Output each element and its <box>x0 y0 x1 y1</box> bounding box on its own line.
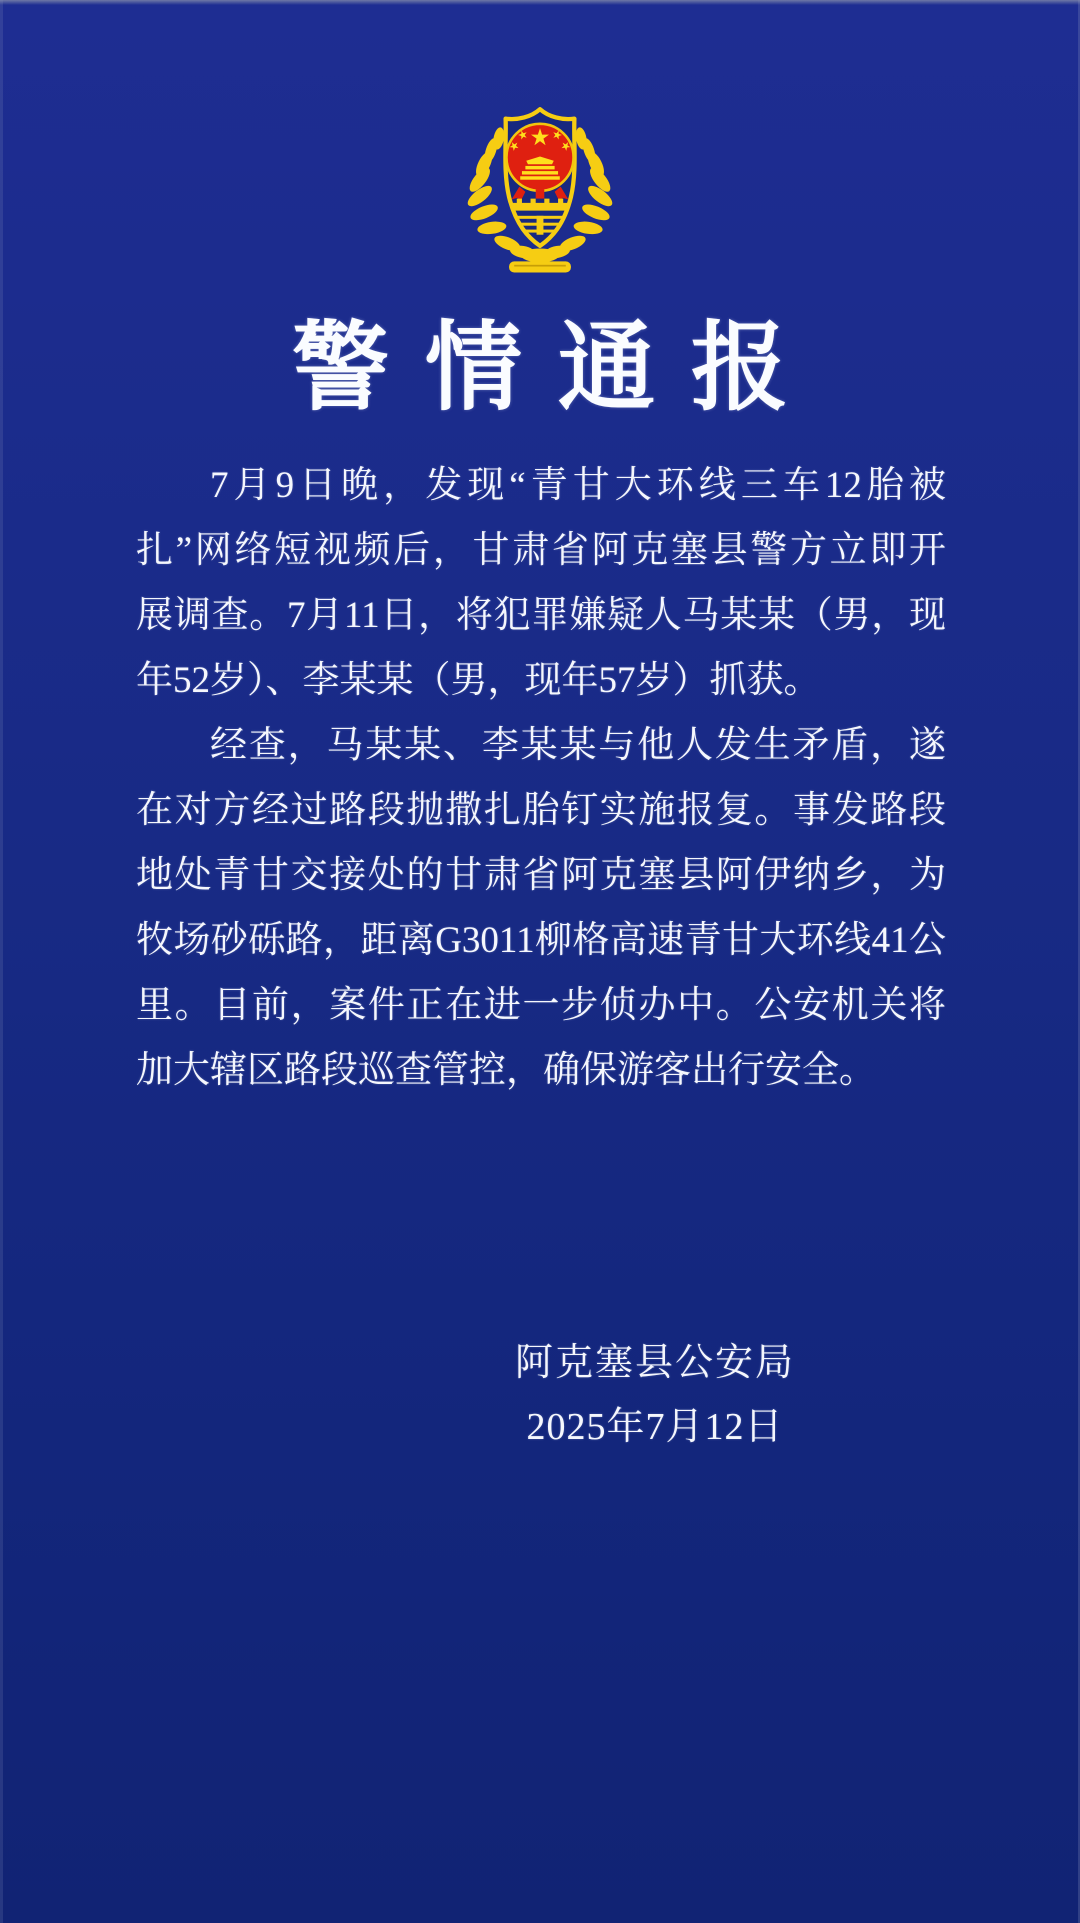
page-title: 警情通报 <box>292 315 824 422</box>
notice-line: 在对方经过路段抛撒扎胎钉实施报复。事发路段 <box>136 790 946 831</box>
notice-paragraph-1 <box>136 453 946 713</box>
notice-line: 经查，马某某、李某某与他人发生矛盾，遂 <box>210 725 946 766</box>
notice-line: 年52岁）、李某某（男，现年57岁）抓获。 <box>136 660 821 701</box>
top-edge-artifact <box>0 0 1080 5</box>
notice-line: 地处青甘交接处的甘肃省阿克塞县阿伊纳乡，为 <box>136 855 946 896</box>
signature-block <box>0 1331 1080 1459</box>
notice-line: 展调查。7月11日，将犯罪嫌疑人马某某（男，现 <box>136 595 946 636</box>
notice-line: 里。目前，案件正在进一步侦办中。公安机关将 <box>136 985 946 1026</box>
notice-line: 7月9日晚，发现“青甘大环线三车12胎被 <box>210 465 946 506</box>
issue-date: 2025年7月12日 <box>526 1406 784 1448</box>
notice-line: 加大辖区路段巡查管控，确保游客出行安全。 <box>136 1050 876 1091</box>
notice-paragraph-2 <box>136 713 946 1103</box>
notice-body <box>136 453 946 1103</box>
issuer-name: 阿克塞县公安局 <box>514 1342 795 1384</box>
notice-line: 牧场砂砾路，距离G3011柳格高速青甘大环线41公 <box>136 920 946 961</box>
police-badge-icon <box>454 92 626 276</box>
notice-line: 扎”网络短视频后，甘肃省阿克塞县警方立即开 <box>136 530 946 571</box>
